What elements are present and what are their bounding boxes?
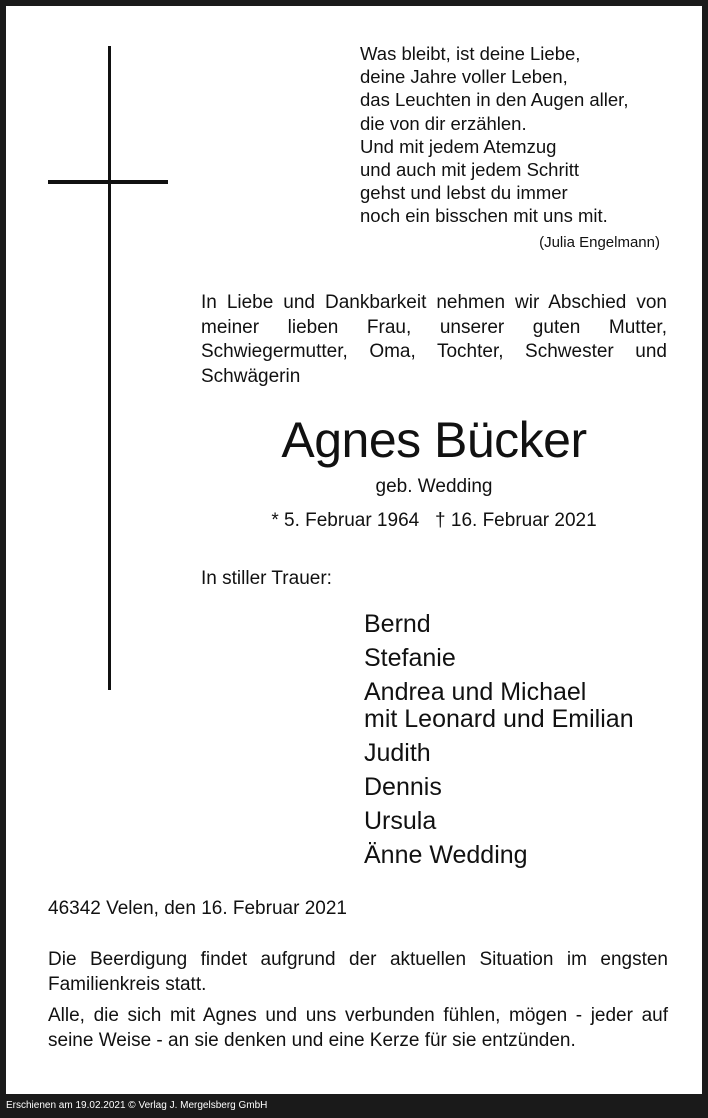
poem-line: das Leuchten in den Augen aller,: [360, 89, 629, 111]
cross-icon-bar: [48, 180, 168, 184]
mourner-name: Judith: [364, 739, 431, 767]
poem-line: und auch mit jedem Schritt: [360, 159, 580, 181]
poem-line: noch ein bisschen mit uns mit.: [360, 205, 608, 227]
intro-text: In Liebe und Dankbarkeit nehmen wir Abschied von meiner lieben Frau, unserer guten Mutter, Schwiegermutter, Oma, Tochter, Schwester und Schwägerin: [201, 292, 667, 387]
deceased-name: Agnes Bücker: [281, 412, 587, 468]
mourning-label: In stiller Trauer:: [201, 568, 332, 589]
mourner-name: mit Leonard und Emilian: [364, 705, 634, 733]
publication-footer: Erschienen am 19.02.2021 © Verlag J. Mergelsberg GmbH: [6, 1100, 268, 1111]
mourner-name: Bernd: [364, 610, 431, 638]
funeral-note: Die Beerdigung findet aufgrund der aktuellen Situation im engsten Familienkreis statt.: [48, 949, 668, 995]
poem-author: (Julia Engelmann): [539, 234, 660, 251]
poem-line: die von dir erzählen.: [360, 112, 527, 134]
mourner-name: Ursula: [364, 807, 437, 835]
maiden-name: geb. Wedding: [375, 476, 493, 497]
life-dates: * 5. Februar 1964 † 16. Februar 2021: [271, 510, 597, 531]
place-and-date: 46342 Velen, den 16. Februar 2021: [48, 898, 347, 919]
poem-line: deine Jahre voller Leben,: [360, 66, 568, 88]
mourner-name: Änne Wedding: [364, 841, 528, 869]
poem-line: Was bleibt, ist deine Liebe,: [360, 43, 581, 64]
poem: [360, 42, 628, 228]
poem-line: Und mit jedem Atemzug: [360, 135, 557, 157]
poem-line: gehst und lebst du immer: [360, 182, 568, 204]
mourner-name: Dennis: [364, 773, 442, 801]
remembrance-note: Alle, die sich mit Agnes und uns verbunden fühlen, mögen - jeder auf seine Weise - an sie denken und eine Kerze für sie entzünden.: [48, 1005, 668, 1051]
obituary-card: [6, 6, 702, 1094]
mourner-name: Stefanie: [364, 644, 456, 672]
mourner-name: Andrea und Michael: [364, 678, 587, 706]
cross-icon: [108, 46, 111, 690]
mourner-list: [364, 608, 634, 871]
